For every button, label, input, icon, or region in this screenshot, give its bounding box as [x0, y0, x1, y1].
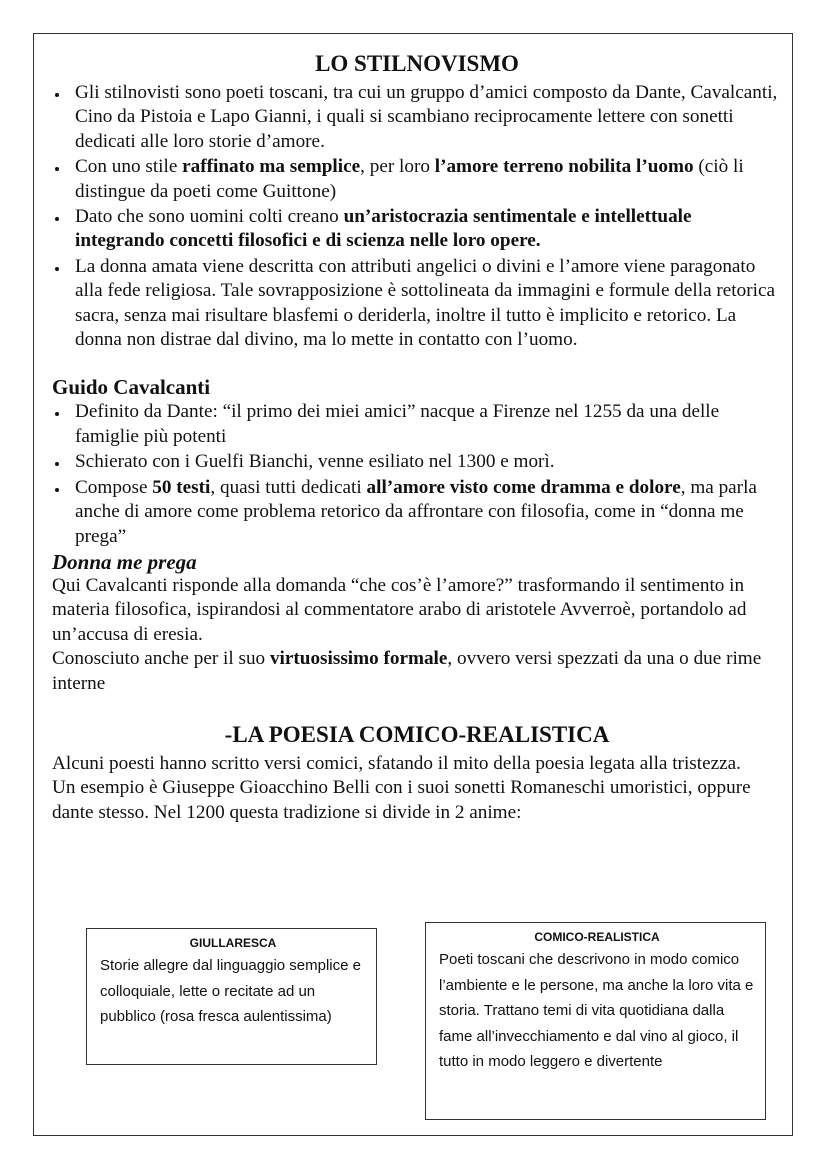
paragraph	[52, 574, 782, 647]
box-text: Storie allegre dal linguaggio semplice e colloquiale, lette o recitate ad un pubblico (rosa fresca aulentissima)	[100, 957, 361, 1025]
text: , ovvero versi spezzati da una o due rime interne	[52, 648, 762, 694]
text: Con uno stile	[75, 156, 183, 178]
box-title: GIULLARESCA	[189, 936, 277, 950]
document-content	[52, 50, 782, 825]
box-text: Poeti toscani che descrivono in modo comico l’ambiente e le persone, ma anche la loro vita e storia. Trattano temi di vita quotidiana dalla fame all’invecchiamento e dal vino al gioco, il tutto in modo leggero e divertente	[439, 951, 754, 1070]
heading-donna-me-prega: Donna me prega	[52, 549, 197, 574]
list-item	[52, 450, 782, 474]
text: , ma parla anche di amore come problema retorico da affrontare con filosofia, come in “donna me prega”	[75, 476, 757, 547]
text: Un esempio è Giuseppe Gioacchino Belli con i suoi sonetti Romaneschi umoristici, oppure dante stesso. Nel 1200 questa tradizione si divide in 2 anime:	[52, 777, 751, 823]
box-comico-realistica	[425, 922, 766, 1120]
list-item	[52, 81, 782, 154]
text: Gli stilnovisti sono poeti toscani, tra cui un gruppo d’amici composto da Dante, Cavalcanti, Cino da Pistoia e Lapo Gianni, i quali si scambiano reciprocamente lettere con sonetti dedicati alle loro storie d’amore.	[75, 82, 778, 152]
text: Compose	[75, 476, 153, 498]
paragraph	[52, 776, 782, 825]
paragraph	[52, 752, 782, 776]
guido-list	[52, 400, 782, 548]
text: Dato che sono uomini colti creano	[75, 206, 344, 228]
bold-text: l’amore terreno nobilita l’uomo	[434, 156, 694, 178]
list-item	[52, 205, 782, 254]
stilnovismo-list	[52, 81, 782, 352]
heading-guido-cavalcanti: Guido Cavalcanti	[52, 375, 211, 400]
text: Alcuni poesti hanno scritto versi comici, sfatando il mito della poesia legata alla tristezza.	[52, 752, 741, 774]
text: Definito da Dante: “il primo dei miei amici” nacque a Firenze nel 1255 da una delle famiglie più potenti	[75, 401, 720, 447]
bold-text: virtuosissimo formale	[269, 648, 448, 670]
paragraph	[52, 647, 782, 696]
donna-paragraphs	[52, 574, 782, 696]
section-title-comico-realistica: -LA POESIA COMICO-REALISTICA	[224, 721, 610, 747]
list-item	[52, 400, 782, 449]
list-item	[52, 476, 782, 549]
text: (ciò li distingue da poeti come Guittone)	[75, 156, 744, 202]
text: Qui Cavalcanti risponde alla domanda “che cos’è l’amore?” trasformando il sentimento in materia filosofica, ispirandosi al commentatore arabo di aristotele Avverroè, portandolo ad un’accusa di eresia.	[52, 574, 747, 645]
bold-text: raffinato ma semplice	[182, 156, 361, 178]
text: , per loro	[360, 156, 435, 178]
box-title: COMICO-REALISTICA	[534, 930, 660, 944]
document-page	[33, 33, 793, 1136]
comico-paragraphs	[52, 752, 782, 825]
text: , quasi tutti dedicati	[210, 476, 367, 498]
text: La donna amata viene descritta con attributi angelici o divini e l’amore viene paragonato alla fede religiosa. Tale sovrapposizione è sottolineata da immagini e formule della retorica sacra, senza mai risultare blasfemi o deriderla, inoltre il tutto è implicito e retorico. La donna non distrae dal divino, ma lo mette in contatto con l’uomo.	[75, 255, 775, 351]
bold-text: all’amore visto come dramma e dolore	[366, 476, 681, 498]
box-giullaresca	[86, 928, 377, 1065]
list-item	[52, 255, 782, 353]
bold-text: un’aristocrazia sentimentale e intellettuale integrando concetti filosofici e di scienza nelle loro opere.	[75, 206, 692, 252]
text: Conosciuto anche per il suo	[52, 648, 270, 670]
bold-text: 50 testi	[152, 476, 211, 498]
text: Schierato con i Guelfi Bianchi, venne esiliato nel 1300 e morì.	[75, 451, 555, 473]
section-title-stilnovismo: LO STILNOVISMO	[315, 51, 519, 76]
list-item	[52, 155, 782, 204]
